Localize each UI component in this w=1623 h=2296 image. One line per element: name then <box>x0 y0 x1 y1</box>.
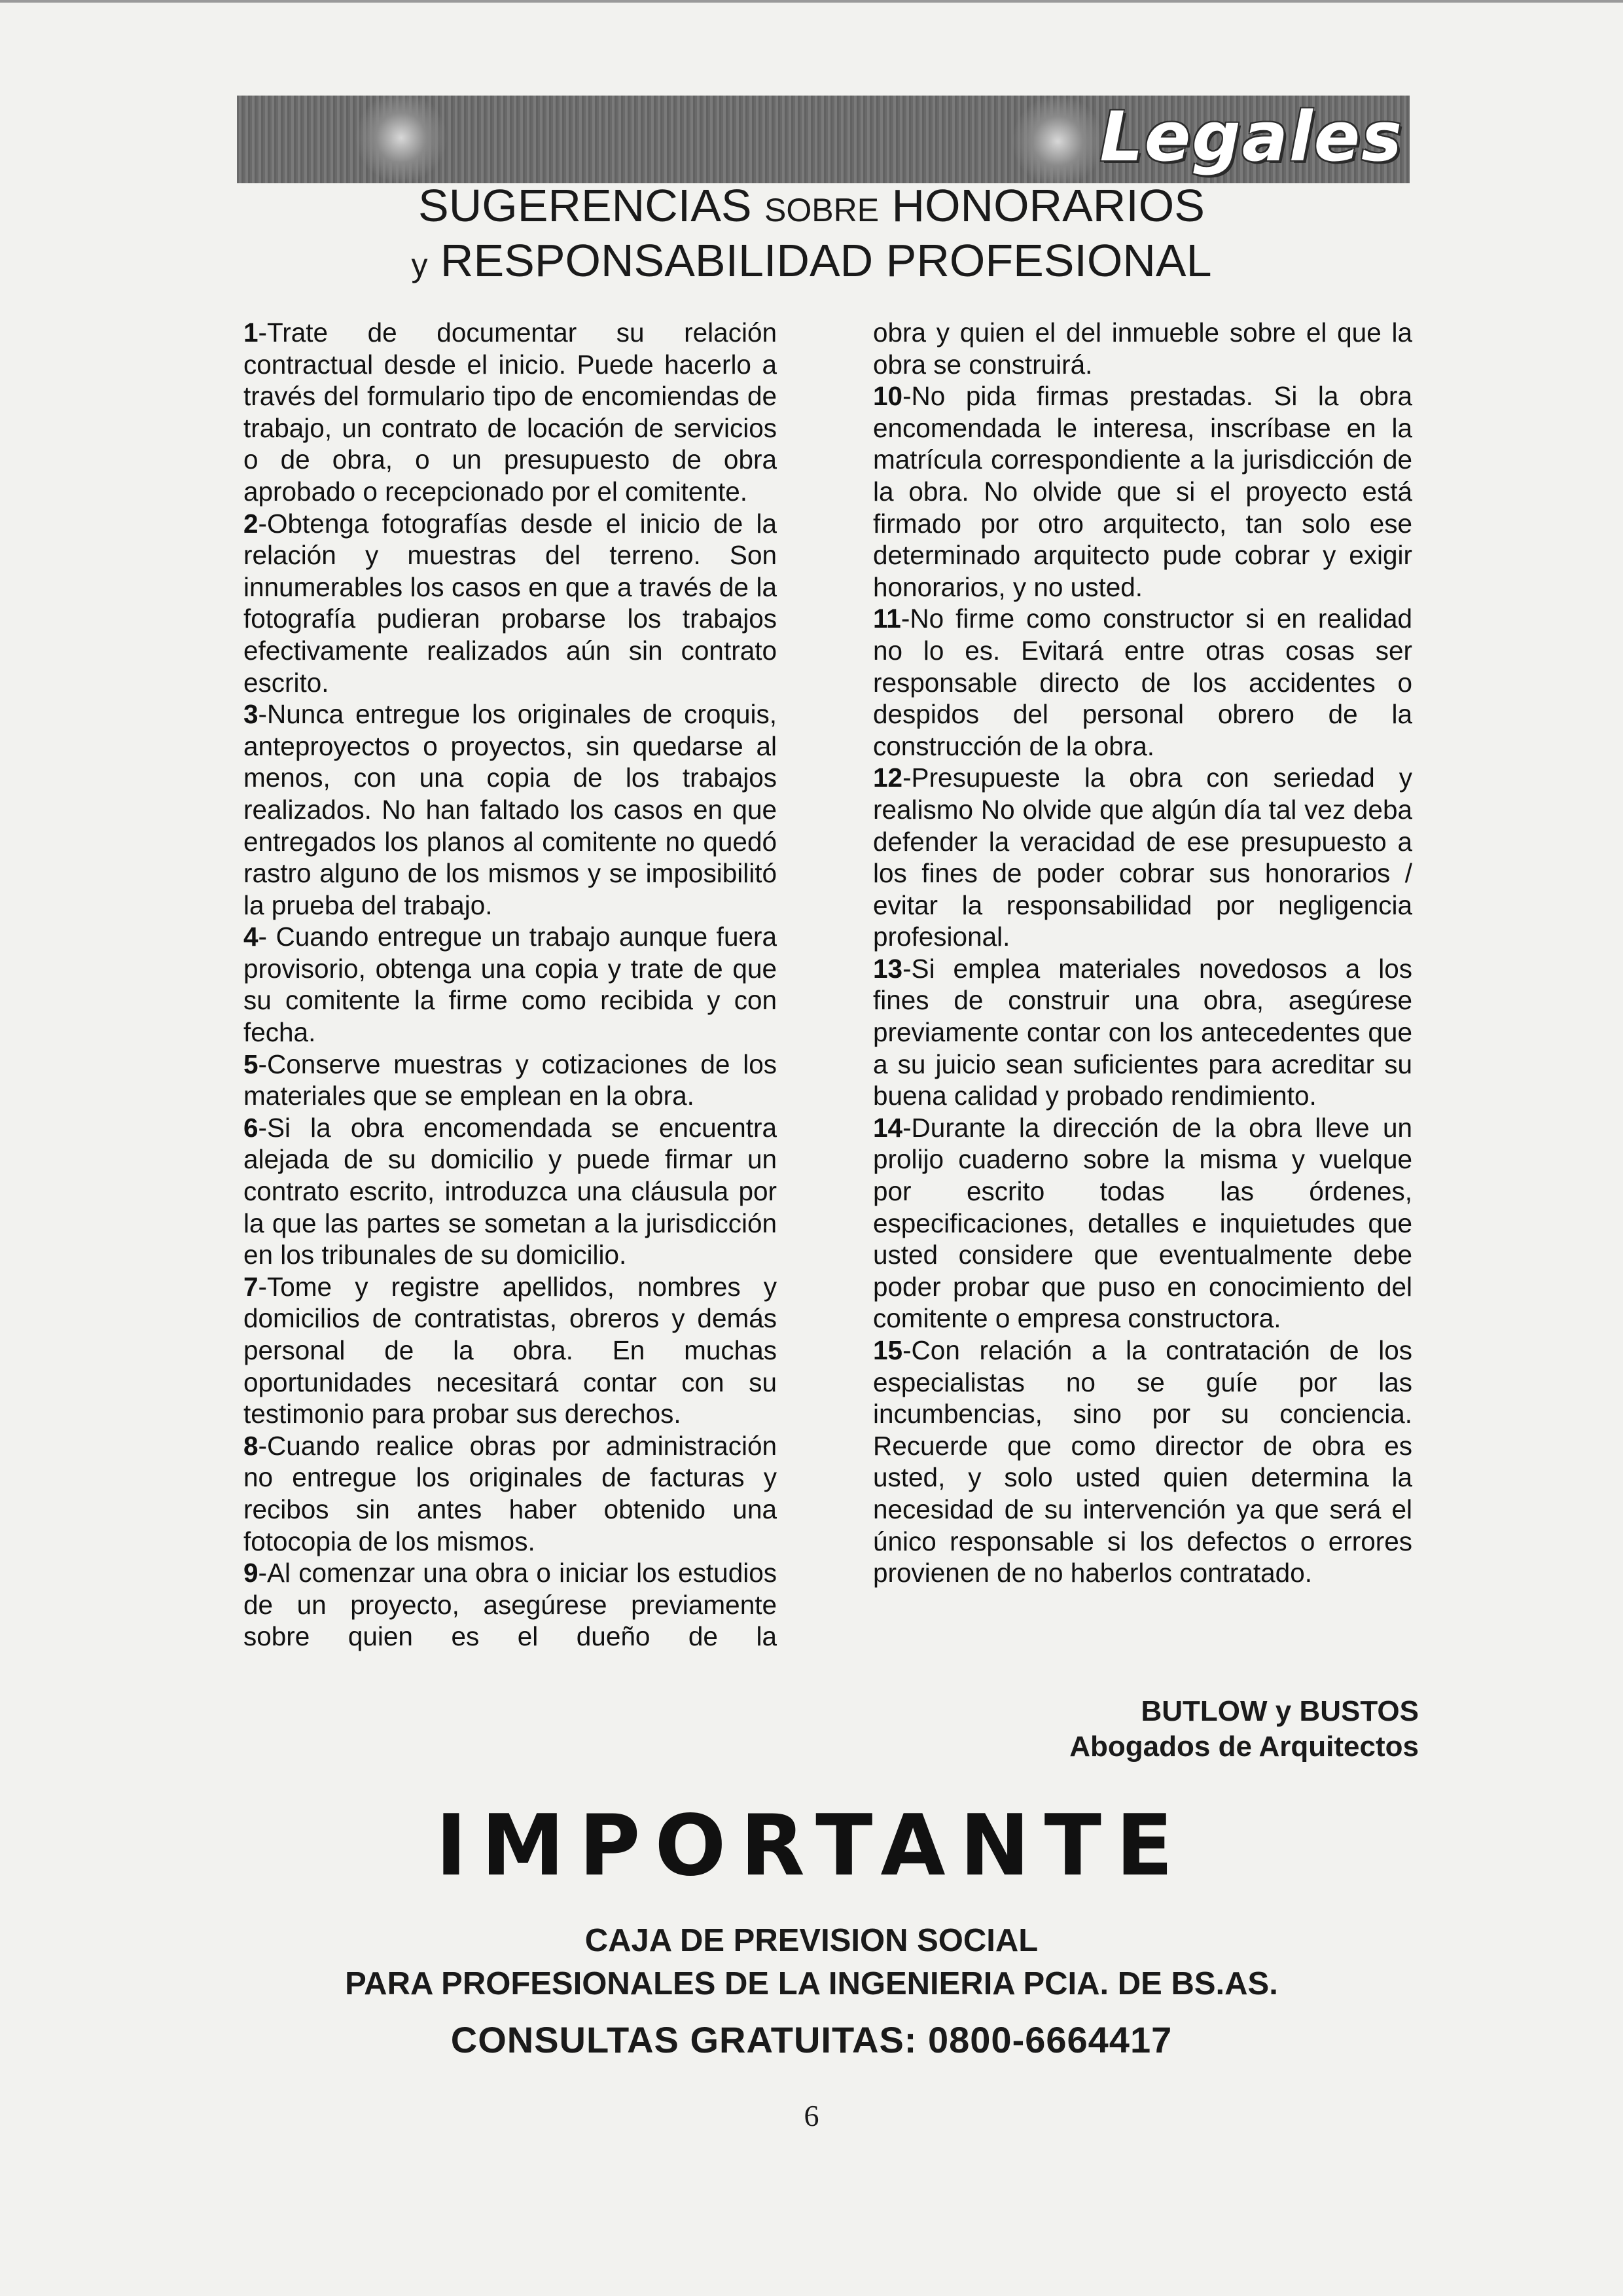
page-title-line1 <box>0 178 1623 238</box>
item-number: 10 <box>873 381 903 412</box>
list-item <box>243 1430 777 1557</box>
title-text-small: SOBRE <box>764 192 880 228</box>
item-number: 11 <box>873 603 901 634</box>
item-text: -Cuando realice obras por administración no entregue los originales de facturas y recibos sin antes haber obtenido una fotocopia de los mismos. <box>243 1430 777 1556</box>
list-item <box>873 380 1412 603</box>
list-item <box>243 1271 777 1430</box>
list-item <box>243 698 777 921</box>
section-banner <box>237 96 1410 183</box>
list-item <box>243 921 777 1048</box>
author-signature <box>1069 1694 1419 1765</box>
list-item <box>243 317 777 508</box>
item-text: -Tome y registre apellidos, nombres y domicilios de contratistas, obreros y demás personal de la obra. En muchas oportunidades necesitará contar con su testimonio para probar sus derechos. <box>243 1271 777 1429</box>
item-text: -Durante la dirección de la obra lleve un prolijo cuaderno sobre la misma y vuelque por escrito todas las órdenes, especificaciones, detalles e inquietudes que usted considere que eventualmente debe poder probar que puso en conocimiento del comitente o empresa constructora. <box>873 1112 1412 1334</box>
item-text: -Si emplea materiales novedosos a los fines de construir una obra, asegúrese previamente contar con los antecedentes que a su juicio sean suficientes para acreditar su buena calidad y probado rendimiento. <box>873 953 1412 1111</box>
item-text: -No firme como constructor si en realidad no lo es. Evitará entre otras cosas ser responsable directo de los accidentes o despidos del personal obrero de la construcción de la obra. <box>873 603 1412 761</box>
item-text: -Con relación a la contratación de los especialistas no se guíe por las incumbencias, sino por su conciencia. Recuerde que como director de obra es usted, y solo usted quien determina la necesidad de su intervención ya que será el único responsable si los defectos o errores provienen de no haberlos contratado. <box>873 1335 1412 1588</box>
org-line1: CAJA DE PREVISION SOCIAL <box>584 1923 1039 1958</box>
item-number: 14 <box>873 1112 903 1143</box>
item-text: -Presupueste la obra con seriedad y realismo No olvide que algún día tal vez deba defender la veracidad de ese presupuesto a los fines de poder cobrar sus honorarios / evitar la responsabilidad por negligencia profesional. <box>873 762 1412 952</box>
list-item-continued <box>873 317 1412 380</box>
title-text-small: y <box>411 247 428 283</box>
list-item <box>243 1049 777 1112</box>
item-text: - Cuando entregue un trabajo aunque fuera provisorio, obtenga una copia y trate de que su comitente la firme como recibida y con fecha. <box>243 922 777 1048</box>
notice-heading: IMPORTANTE <box>435 1797 1188 1895</box>
author-name: BUTLOW y BUSTOS <box>1141 1695 1419 1727</box>
page-number: 6 <box>804 2099 819 2132</box>
page-title-line2 <box>0 233 1623 293</box>
title-text: HONORARIOS <box>879 180 1205 231</box>
left-column <box>243 317 777 1653</box>
list-item <box>873 953 1412 1112</box>
notice-organization <box>0 1919 1623 2005</box>
item-number: 15 <box>873 1335 903 1365</box>
item-number: 6 <box>243 1112 259 1143</box>
notice-phone: CONSULTAS GRATUITAS: 0800-6664417 <box>450 2019 1173 2060</box>
list-item <box>243 1112 777 1271</box>
list-item <box>873 1335 1412 1589</box>
item-number: 7 <box>243 1271 259 1302</box>
title-text: RESPONSABILIDAD PROFESIONAL <box>427 235 1212 286</box>
item-text: -Si la obra encomendada se encuentra alejada de su domicilio y puede firmar un contrato escrito, introduzca una cláusula por la que las partes se sometan a la jurisdicción en los tribunales de su domicilio. <box>243 1112 777 1270</box>
item-number: 8 <box>243 1430 259 1461</box>
list-item <box>243 1557 777 1653</box>
item-text: -Al comenzar una obra o iniciar los estudios de un proyecto, asegúrese previamente sobre quien es el dueño de la <box>243 1558 777 1652</box>
item-text: -Conserve muestras y cotizaciones de los materiales que se emplean en la obra. <box>243 1049 777 1111</box>
item-number: 2 <box>243 508 259 539</box>
right-column <box>873 317 1412 1589</box>
org-line2: PARA PROFESIONALES DE LA INGENIERIA PCIA. DE BS.AS. <box>345 1966 1278 2001</box>
item-number: 3 <box>243 699 259 730</box>
item-text: -Obtenga fotografías desde el inicio de la relación y muestras del terreno. Son innumerables los casos en que a través de la fotografía pudieran probarse los trabajos efectivamente realizados aún sin contrato escrito. <box>243 508 777 698</box>
item-text: -Trate de documentar su relación contractual desde el inicio. Puede hacerlo a través del formulario tipo de encomiendas de trabajo, un contrato de locación de servicios o de obra, o un presupuesto de obra aprobado o recepcionado por el comitente. <box>243 317 777 507</box>
section-tag: Legales <box>1099 97 1403 177</box>
author-role: Abogados de Arquitectos <box>1069 1731 1419 1763</box>
list-item <box>243 508 777 699</box>
item-number: 4 <box>243 922 259 952</box>
title-text: SUGERENCIAS <box>418 180 765 231</box>
list-item <box>873 1112 1412 1335</box>
list-item <box>873 762 1412 953</box>
list-item <box>873 603 1412 762</box>
item-number: 9 <box>243 1558 259 1588</box>
item-text: -Nunca entregue los originales de croquis, anteproyectos o proyectos, sin quedarse al menos, con una copia de los trabajos realizados. No han faltado los casos en que entregados los planos al comitente no quedó rastro alguno de los mismos y se imposibilitó la prueba del trabajo. <box>243 699 777 920</box>
item-number: 5 <box>243 1049 259 1079</box>
item-number: 12 <box>873 762 903 793</box>
scan-edge <box>0 0 1623 3</box>
item-text: obra y quien el del inmueble sobre el que la obra se construirá. <box>873 317 1412 380</box>
item-text: -No pida firmas prestadas. Si la obra encomendada le interesa, inscríbase en la matrícula correspondiente a la jurisdicción de la obra. No olvide que si el proyecto está firmado por otro arquitecto, tan solo ese determinado arquitecto pude cobrar y exigir honorarios, y no usted. <box>873 381 1412 602</box>
item-number: 13 <box>873 953 903 984</box>
item-number: 1 <box>243 317 259 348</box>
